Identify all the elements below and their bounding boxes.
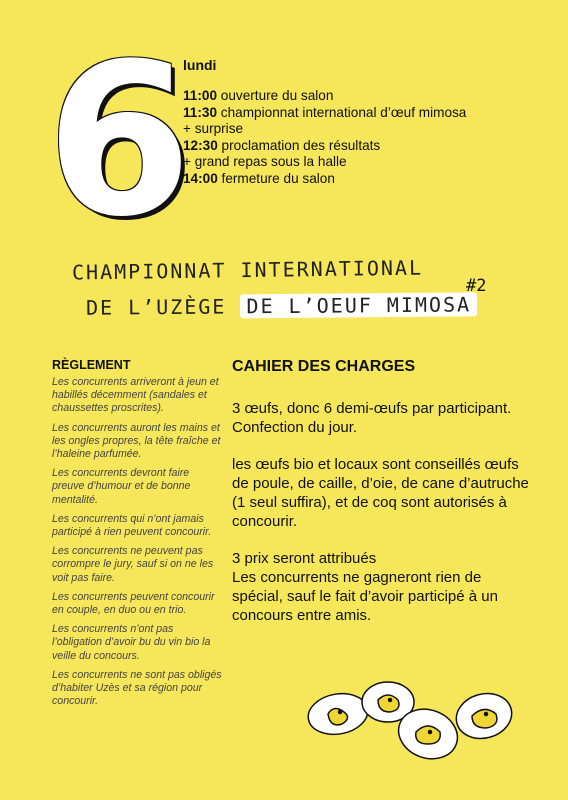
schedule-item bbox=[183, 154, 466, 171]
deviled-eggs-illustration bbox=[300, 672, 530, 772]
day-name: lundi bbox=[183, 57, 217, 73]
headline-line-1: CHAMPIONNAT INTERNATIONAL bbox=[71, 255, 424, 285]
day-number: 6 bbox=[46, 18, 189, 263]
schedule-time: 14:00 bbox=[183, 170, 218, 186]
headline-highlight: DE L’OEUF MIMOSA bbox=[240, 292, 477, 318]
schedule-item bbox=[183, 88, 466, 105]
schedule-text: proclamation des résultats bbox=[217, 137, 381, 153]
rule-item: Les concurrents ne sont pas obligés d’habiter Uzès et sa région pour concourir. bbox=[52, 668, 222, 708]
schedule-item bbox=[183, 171, 466, 188]
schedule-time: 12:30 bbox=[183, 137, 218, 153]
schedule-text: + surprise bbox=[183, 121, 244, 137]
rule-item: Les concurrents peuvent concourir en couple, en duo ou en trio. bbox=[52, 590, 215, 617]
cahier-body bbox=[232, 399, 532, 625]
schedule-text: + grand repas sous la halle bbox=[183, 154, 347, 170]
cahier-paragraph: les œufs bio et locaux sont conseillés œufs de poule, de caille, d’oie, de cane d’autruche (1 seul suffira), et de coq sont autorisés à concourir. bbox=[232, 456, 529, 530]
cahier-title: CAHIER DES CHARGES bbox=[232, 358, 416, 375]
headline-edition: #2 bbox=[466, 276, 487, 296]
rule-item: Les concurrents devront faire preuve d’humour et de bonne mentalité. bbox=[52, 467, 191, 506]
rule-item: Les concurrents qui n’ont jamais participé à rien peuvent concourir. bbox=[52, 512, 212, 539]
rule-item: Les concurrents n’ont pas l’obligation d’avoir bu du vin bio la veille du concours. bbox=[52, 623, 211, 662]
headline-region: DE L’UZÈGE bbox=[85, 294, 227, 320]
schedule-item bbox=[183, 121, 466, 138]
schedule-list bbox=[183, 88, 466, 188]
schedule-item bbox=[183, 105, 466, 122]
cahier-paragraph: 3 œufs, donc 6 demi-œufs par participant. Confection du jour. bbox=[232, 400, 512, 436]
rules-title: RÈGLEMENT bbox=[52, 358, 131, 372]
schedule-time: 11:30 bbox=[183, 104, 218, 120]
headline-line-2 bbox=[86, 292, 477, 319]
rule-item: Les concurrents ne peuvent pas corrompre le jury, sauf si on ne les voit pas faire. bbox=[52, 545, 214, 584]
schedule-text: fermeture du salon bbox=[217, 170, 335, 186]
schedule-text: championnat international d’œuf mimosa bbox=[217, 104, 467, 120]
schedule-item bbox=[183, 138, 466, 155]
rules-list bbox=[52, 376, 222, 714]
schedule-text: ouverture du salon bbox=[217, 88, 334, 103]
cahier-prizes: 3 prix seront attribués bbox=[232, 550, 377, 567]
rule-item: Les concurrents arriveront à jeun et habillés décemment (sandales et chaussettes proscrites). bbox=[52, 376, 219, 415]
schedule-time: 11:00 bbox=[183, 88, 218, 103]
rule-item: Les concurrents auront les mains et les ongles propres, la tête fraîche et l’haleine parfumée. bbox=[52, 421, 221, 461]
cahier-paragraph: Les concurrents ne gagneront rien de spécial, sauf le fait d’avoir participé à un concours entre amis. bbox=[232, 569, 498, 624]
